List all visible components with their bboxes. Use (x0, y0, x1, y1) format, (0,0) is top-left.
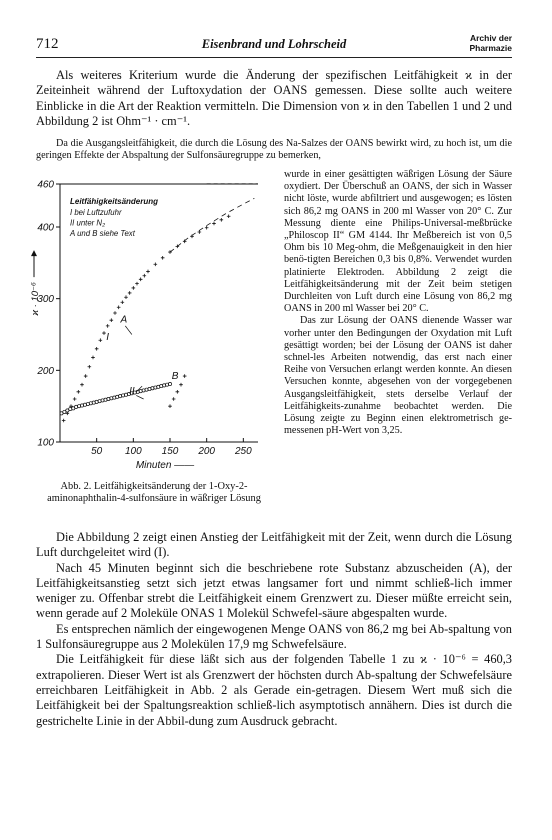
asymptote-curve (170, 198, 254, 252)
data-point-series-I (102, 331, 106, 335)
data-point-series-I (88, 365, 92, 369)
y-tick-label: 200 (37, 365, 54, 377)
data-point-series-I (73, 397, 77, 401)
conductivity-chart (26, 172, 281, 477)
lower-text (36, 530, 512, 729)
data-point-series-I (80, 383, 84, 387)
data-point-series-I (132, 286, 136, 290)
annotation-ii: II (129, 385, 135, 397)
data-point-series-I (154, 262, 158, 266)
figure-2 (26, 172, 281, 477)
x-tick-label: 250 (234, 446, 252, 457)
data-point-series-I (198, 230, 202, 234)
annotation-a: A (120, 314, 128, 326)
data-point-series-I (212, 222, 216, 226)
journal-name-line2: Pharmazie (469, 42, 512, 53)
data-point-series-I (91, 356, 95, 360)
data-point-series-B (172, 397, 176, 401)
data-point-series-B (176, 390, 180, 394)
intro-paragraph: Als weiteres Kriterium wurde die Änderung der spezifischen Leitfähigkeit ϰ in der Zeiteinheit während der Luftoxydation der OANS gemessen. Diese sollte auch weitere Einblicke in die Art der Reaktion vermitteln. Die Dimension von ϰ in den Tabellen 1 und 2 und Abbildung 2 ist Ohm⁻¹ · cm⁻¹. (36, 68, 512, 128)
legend-line: II unter N₂ (70, 218, 106, 228)
data-point-series-I (113, 311, 117, 315)
data-point-series-I (84, 374, 88, 378)
y-tick-label: 460 (37, 179, 54, 191)
data-point-series-I (106, 324, 110, 328)
data-point-series-I (146, 270, 150, 274)
y-axis-arrow-head (31, 250, 37, 256)
legend-line: A und B siehe Text (70, 229, 135, 238)
legend-line: I bei Luftzufuhr (70, 208, 122, 217)
data-point-series-I (121, 300, 125, 304)
journal-name-line1: Archiv der (469, 33, 512, 43)
annotation-ii-arrow-2 (136, 395, 143, 399)
y-tick-label: 100 (37, 437, 54, 449)
legend-title: Leitfähigkeitsänderung (70, 197, 159, 206)
right-column-text (284, 169, 512, 437)
data-point-series-I (220, 218, 224, 222)
data-point-series-B (168, 404, 172, 408)
x-tick-label: 50 (91, 446, 103, 457)
x-tick-label: 150 (161, 446, 179, 457)
data-point-series-I (95, 347, 99, 351)
annotation-b: B (171, 370, 179, 382)
data-point-series-I (124, 295, 128, 299)
right-col-para-1: wurde in einer gesättigten wäßrigen Lösung der Säure oxydiert. Der Überschuß an OANS, der sich in Wasser nicht löste, wurde abfiltriert und ausgewogen; es lösten sich 86,2 mg OANS in 200 ml Wasser von 20° C. Zur Messung diente eine Philips-Universal-meßbrücke „Philoscop II“ GM 4144. Ihr Meßbereich ist von 0,5 Ohm bis 10 Meg-ohm, die Meßgenauigkeit in den hier benö-tigten Bereichen 0,3 bis 0,8%. Verwendet wurden platinierte Elektroden. Abbildung 2 zeigt die Leitfähigkeitsänderung mit der Zeit beim stetigen Durchleiten von Luft durch eine Lösung von 86,2 mg OANS in 200 ml Wasser bei 20° C. (284, 169, 512, 315)
annotation-i: I (106, 332, 110, 344)
x-tick-label: 100 (124, 446, 142, 457)
data-point-series-I (117, 305, 121, 309)
right-col-para-2: Das zur Lösung der OANS dienende Wasser war vorher unter den Bedingungen der Oxydation mit Luft gesättigt worden; bei der Lösung der OANS ist daher schnel-les Arbeiten notwendig, das erst nach einer Reihe von Versuchen erlangt werden konnte. An diesen Versuchen konnte, abgesehen von der vorgegebenen Ausgangsleitfähigkeit, stets derselbe Verlauf der Leitfähigkeits-zunahme beobachtet werden. Die Lösung zeigte zu Beginn einen elektrometrisch ge-messenen pH-Wert von 3,25. (284, 315, 512, 437)
journal-name (469, 34, 512, 53)
page-number: 712 (36, 36, 59, 52)
data-point-series-I (128, 291, 132, 295)
y-tick-label: 300 (37, 294, 54, 306)
data-point-series-I (161, 256, 165, 260)
page-header (36, 34, 512, 54)
data-point-series-B (179, 383, 183, 387)
data-point-series-I (227, 214, 231, 218)
data-point-series-I (110, 318, 114, 322)
data-point-series-B (183, 374, 187, 378)
data-point-series-I (135, 282, 139, 286)
lower-paragraph-2: Nach 45 Minuten beginnt sich die beschriebene rote Substanz abzuscheiden (A), der Leitfähigkeitsanstieg setzt sich jetzt etwas langsamer fort und nimmt schließ-lich immer weniger zu. Offenbar strebt die Leitfähigkeit einem Grenzwert zu. Dieser müßte erreicht sein, wenn gerade auf 2 Moleküle ONAS 1 Molekül Schwefel-säure abgespalten wurde. (36, 560, 512, 621)
data-point-series-I (77, 390, 81, 394)
x-axis-label: Minuten —— (135, 460, 195, 471)
data-point-series-I (143, 274, 147, 278)
data-point-series-I (190, 235, 194, 239)
x-tick-label: 200 (198, 446, 216, 457)
header-rule (36, 57, 512, 58)
small-paragraph-head: Da die Ausgangsleitfähigkeit, die durch die Lösung des Na-Salzes der OANS bewirkt wird, zu hoch ist, um die geringen Effekte der Abspaltung der Sulfonsäuregruppe zu bemerken, (36, 138, 512, 162)
running-title: Eisenbrand und Lohrscheid (201, 37, 347, 51)
data-point-series-I (62, 419, 66, 423)
lower-paragraph-4: Die Leitfähigkeit für diese läßt sich aus der folgenden Tabelle 1 zu ϰ · 10⁻⁶ = 460,3 extrapolieren. Dieser Wert ist als Grenzwert der höchsten durch Ab-spaltung der Schwefelsäure erreichbaren Leitfähigkeit in Abb. 2 als Gerade ein-getragen. Diesem Wert muß sich die Leitfähigkeit bei der Spaltungsreaktion schließ-lich asymptotisch annähern. Dies ist durch die gestrichelte Linie in der Abbil-dung zum Ausdruck gebracht. (36, 652, 512, 728)
figure-caption: Abb. 2. Leitfähigkeitsänderung der 1-Oxy-2-aminonaphthalin-4-sulfonsäure in wäßriger Lösung (47, 481, 261, 504)
data-point-series-I (139, 278, 143, 282)
data-point-series-I (99, 338, 103, 342)
lower-paragraph-3: Es entsprechen nämlich der eingewogenen Menge OANS von 86,2 mg bei Ab-spaltung von 1 Sulfonsäuregruppe aus 2 Molekülen 17,9 mg Schwefelsäure. (36, 621, 512, 652)
data-point-series-I (205, 226, 209, 230)
annotation-a-arrow (125, 326, 132, 335)
y-axis-label: ϰ · 10⁻⁶ (30, 282, 41, 316)
y-tick-label: 400 (37, 222, 54, 234)
lower-paragraph-1: Die Abbildung 2 zeigt einen Anstieg der Leitfähigkeit mit der Zeit, wenn durch die Lösung Luft durchgeleitet wird (I). (36, 530, 512, 560)
